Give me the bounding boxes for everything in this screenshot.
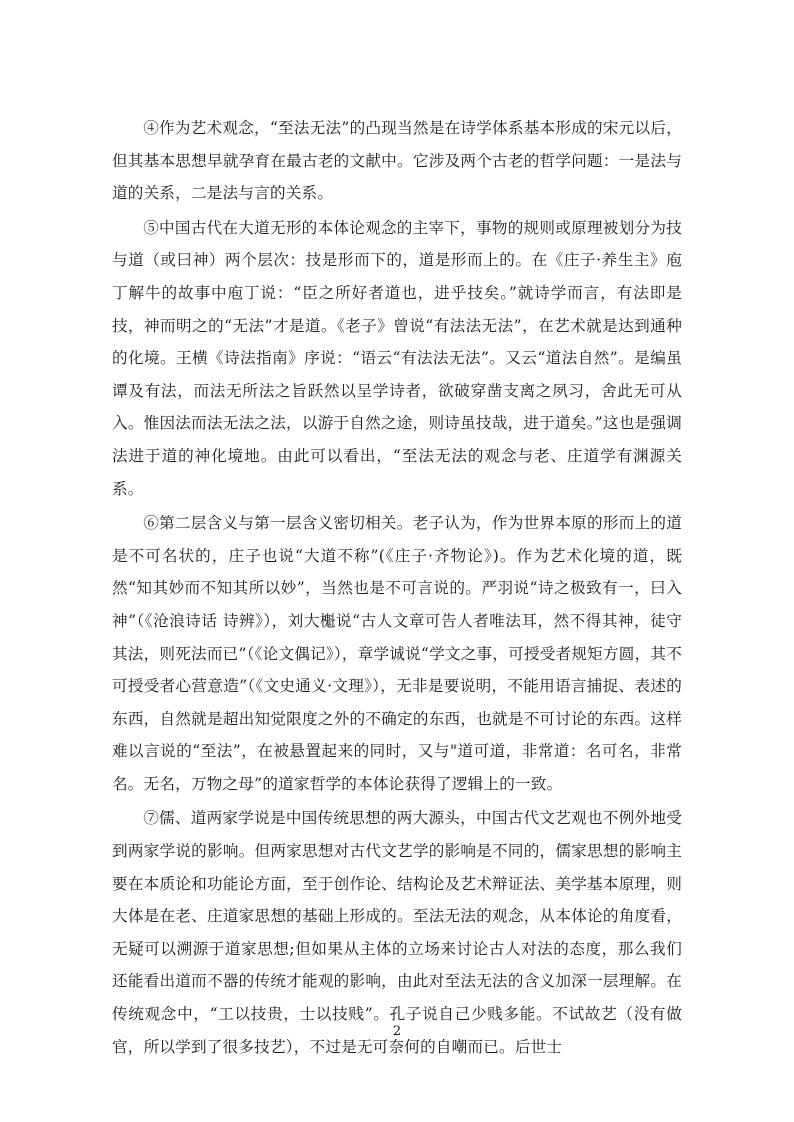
page-number: 2 <box>392 1024 402 1039</box>
paragraph-5: ⑤中国古代在大道无形的本体论观念的主宰下，事物的规则或原理被划分为技与道（或曰神）两个层次：技是形而下的，道是形而上的。在《庄子·养生主》庖丁解牛的故事中庖丁说：“臣之所好者道也，进乎技矣。”就诗学而言，有法即是技，神而明之的“无法”才是道。《老子》曾说“有法法无法”，在艺术就是达到通种的化境。王横《诗法指南》序说：“语云“有法法无法”。又云“道法自然”。是编虽谭及有法，而法无所法之旨跃然以呈学诗者，欲破穿凿支离之夙习，舍此无可从入。惟因法而法无法之法，以游于自然之途，则诗虽技哉，进于道矣。”这也是强调法进于道的神化境地。由此可以看出，“至法无法的观念与老、庄道学有渊源关系。 <box>112 218 682 498</box>
paragraph-7: ⑦儒、道两家学说是中国传统思想的两大源头，中国古代文艺观也不例外地受到两家学说的影响。但两家思想对古代文艺学的影响是不同的，儒家思想的影响主要在本质论和功能论方面，至于创作论、结构论及艺术辩证法、美学基本原理，则大体是在老、庄道家思想的基础上形成的。至法无法的观念，从本体论的角度看，无疑可以溯源于道家思想;但如果从主体的立场来讨论古人对法的态度，那么我们还能看出道而不器的传统才能观的影响，由此对至法无法的含义加深一层理解。在传统观念中，“工以技贵，士以技贱”。孔子说自己少贱多能。不试故艺（没有做官，所以学到了很多技艺），不过是无可奈何的自嘲而已。后世士 <box>112 809 682 1056</box>
paragraph-4: ④作为艺术观念，“至法无法”的凸现当然是在诗学体系基本形成的宋元以后，但其基本思想早就孕育在最古老的文献中。它涉及两个古老的哲学问题：一是法与道的关系，二是法与言的关系。 <box>112 119 682 203</box>
paragraph-6: ⑥第二层含义与第一层含义密切相关。老子认为，作为世界本原的形而上的道是不可名状的，庄子也说“大道不称”(《庄子·齐物论》)。作为艺术化境的道，既然“知其妙而不知其所以妙”，当然也是不可言说的。严羽说“诗之极致有一，曰入神”（《沧浪诗话 诗辨》），刘大櫆说“古人文章可告人者唯法耳，然不得其神，徒守其法，则死法而已”（《论文偶记》），章学诚说“学文之事，可授受者规矩方圆，其不可授受者心营意造”（《文史通义·文理》），无非是要说明，不能用语言捕捉、表述的东西，自然就是超出知觉限度之外的不确定的东西，也就是不可讨论的东西。这样难以言说的“至法”，在被悬置起来的同时，又与"道可道，非常道：名可名，非常名。无名，万物之母”的道家哲学的本体论获得了逻辑上的一致。 <box>112 514 682 793</box>
